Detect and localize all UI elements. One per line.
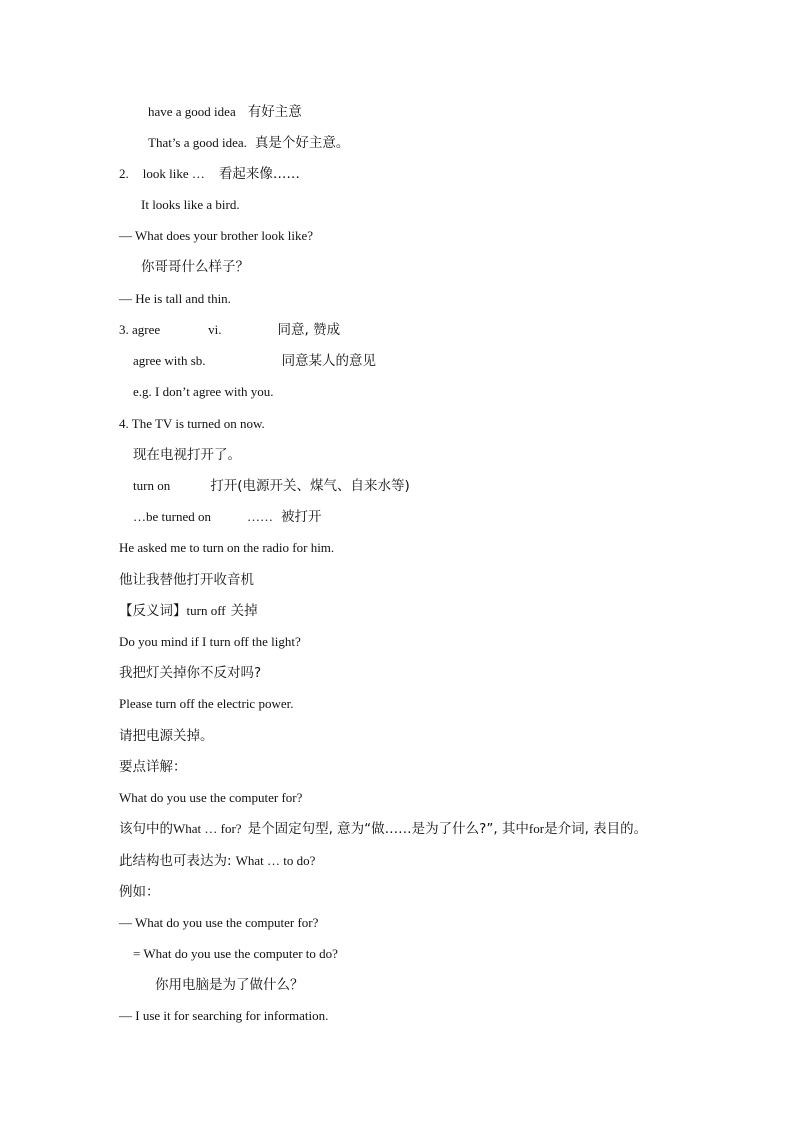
text-line: = What do you use the computer to do? xyxy=(133,946,338,961)
section-heading: 要点详解： xyxy=(119,759,187,775)
text-line: 【反义词】turn off 关掉 xyxy=(119,603,258,619)
text-line: 他让我替他打开收音机 xyxy=(119,572,254,588)
text-line: It looks like a bird. xyxy=(141,197,240,212)
text-line: 2. look like … 看起来像…… xyxy=(119,166,300,182)
text-line: — He is tall and thin. xyxy=(119,291,231,306)
text-line: turn on 打开(电源开关、煤气、自来水等) xyxy=(133,478,410,494)
text-line: 此结构也可表达为: What … to do? xyxy=(119,853,316,869)
text-line: — What do you use the computer for? xyxy=(119,915,319,930)
text-line: have a good idea 有好主意 xyxy=(148,104,302,120)
text-line: He asked me to turn on the radio for him. xyxy=(119,540,335,555)
text-line: …be turned on …… 被打开 xyxy=(133,509,322,525)
text-line: 请把电源关掉。 xyxy=(119,728,214,744)
text-line: That’s a good idea. 真是个好主意。 xyxy=(148,135,350,151)
text-line: agree with sb. 同意某人的意见 xyxy=(133,353,377,369)
text-line: — What does your brother look like? xyxy=(119,228,313,243)
text-line: 你哥哥什么样子？ xyxy=(141,259,249,275)
text-line: 你用电脑是为了做什么？ xyxy=(155,977,304,993)
text-line: 例如： xyxy=(119,884,160,900)
text-line: 我把灯关掉你不反对吗? xyxy=(119,665,262,681)
text-line: What do you use the computer for? xyxy=(119,790,303,805)
text-line: 4. The TV is turned on now. xyxy=(119,416,265,431)
text-line: 3. agree vi. 同意, 赞成 xyxy=(119,322,341,338)
text-line: Please turn off the electric power. xyxy=(119,696,294,711)
text-line: 现在电视打开了。 xyxy=(133,447,241,463)
text-line: 该句中的What … for? 是个固定句型, 意为“做……是为了什么?”, 其中for是介词, 表目的。 xyxy=(119,821,648,837)
text-line: Do you mind if I turn off the light? xyxy=(119,634,301,649)
text-line: — I use it for searching for information. xyxy=(119,1008,329,1023)
text-line: e.g. I don’t agree with you. xyxy=(133,384,274,399)
